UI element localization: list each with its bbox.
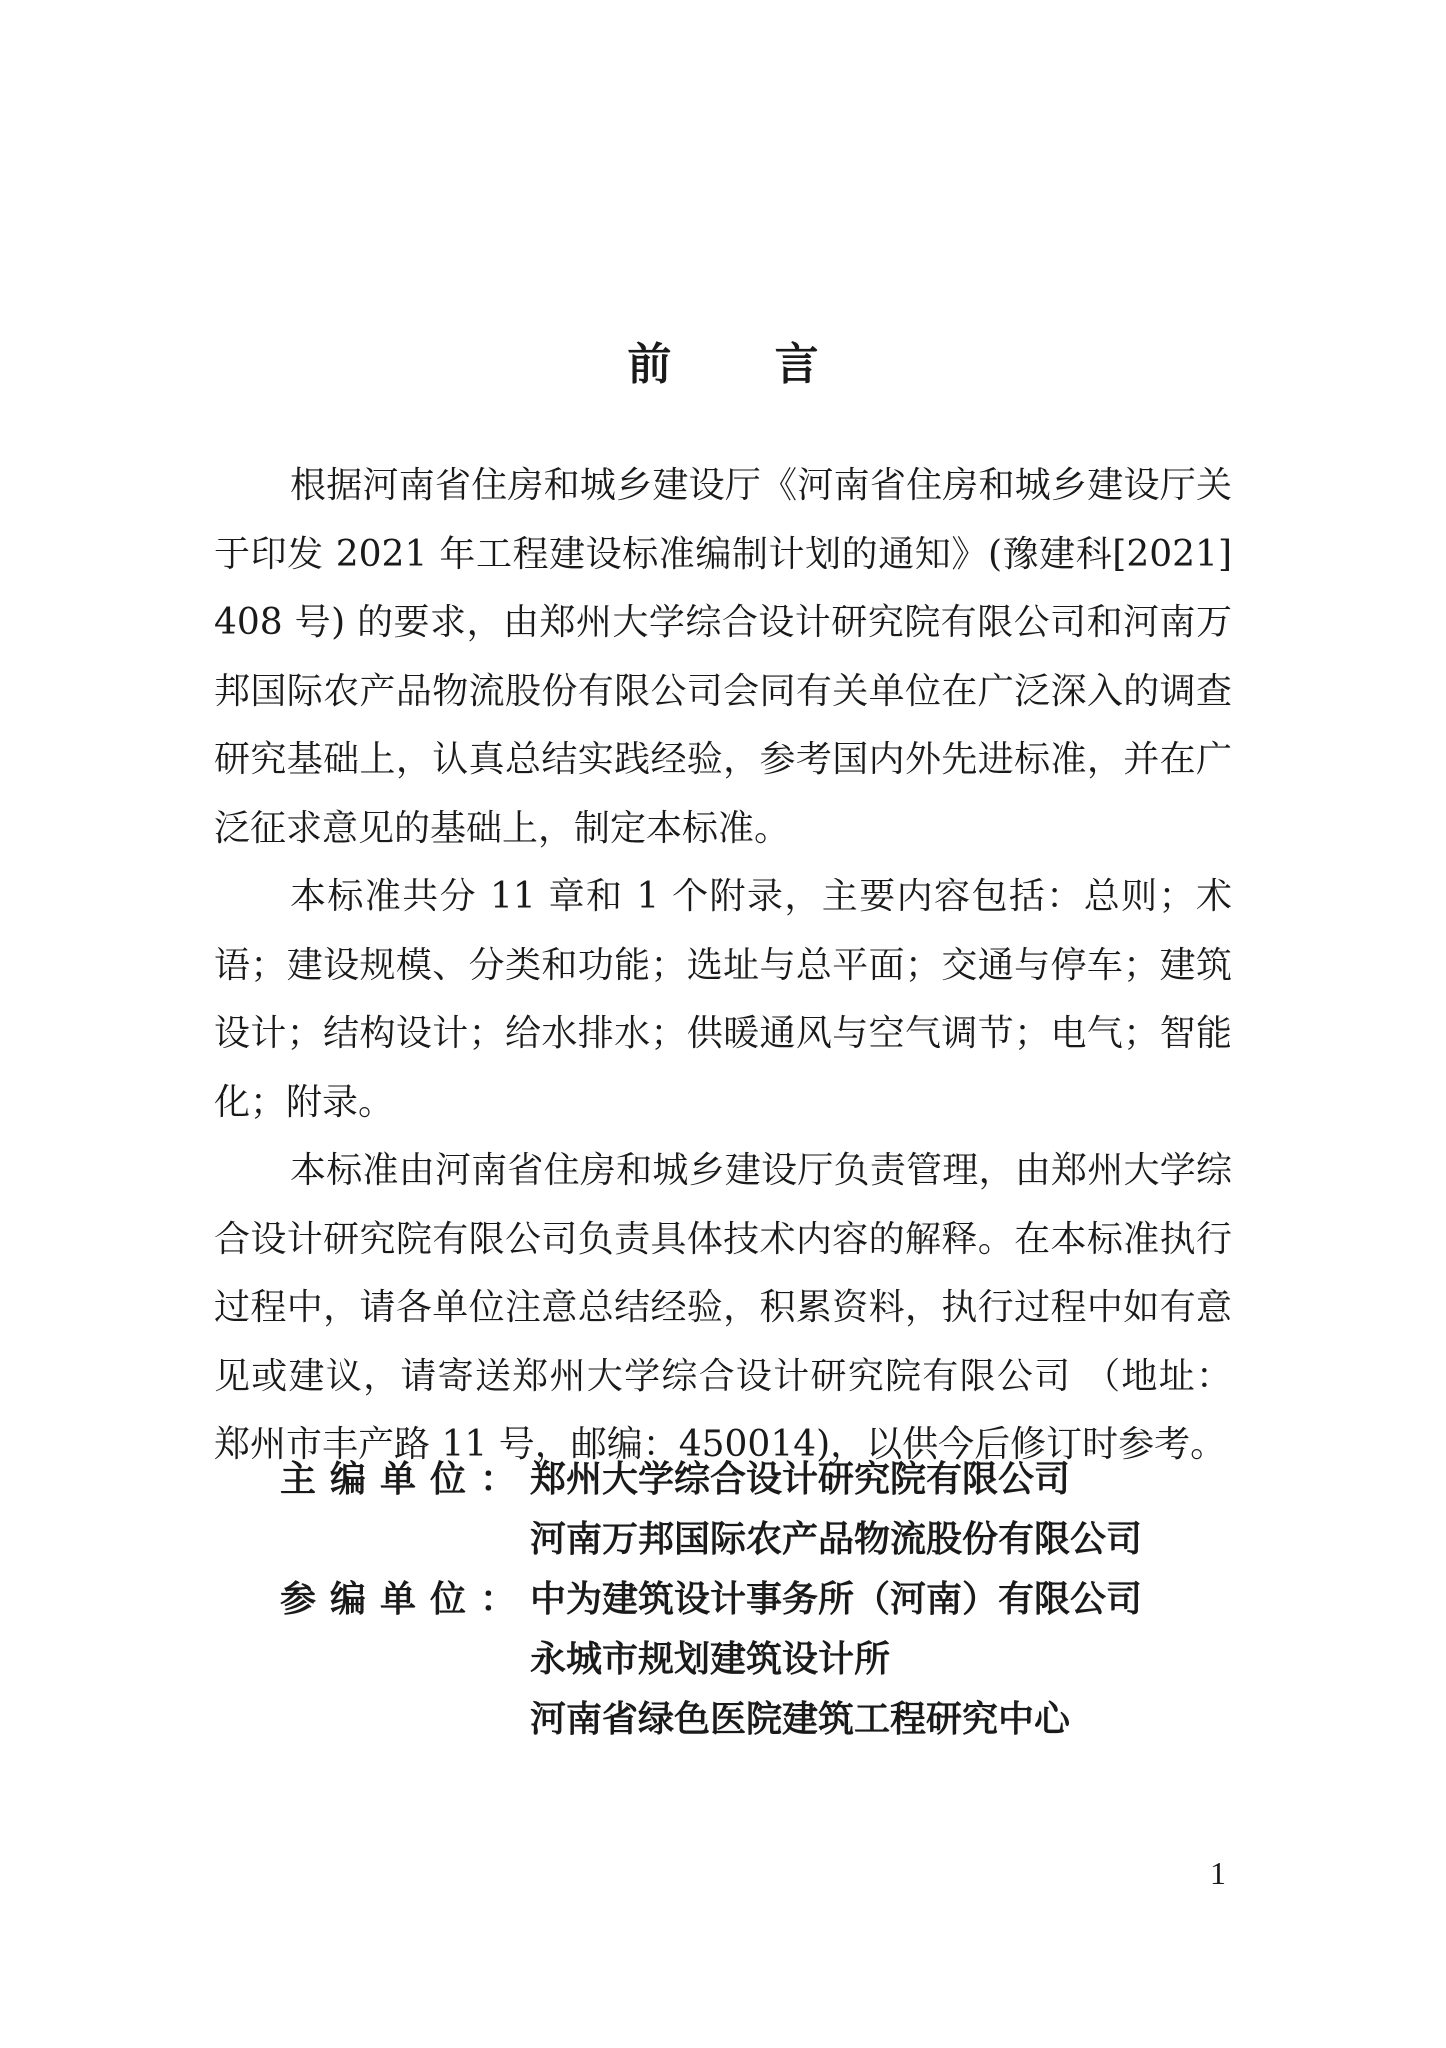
page-title: 前 言 — [627, 339, 863, 390]
participating-unit-name: 中为建筑设计事务所（河南）有限公司 — [530, 1579, 1143, 1620]
paragraph-2: 本标准共分 11 章和 1 个附录，主要内容包括：总则；术语；建设规模、分类和功能；选址与总平面；交通与停车；建筑设计；结构设计；给水排水；供暖通风与空气调节；电气；智能化；附录。 — [214, 876, 1232, 1123]
page-number: 1 — [1210, 1855, 1226, 1891]
chief-units-list — [530, 1450, 1142, 1570]
participating-units-list — [530, 1570, 1142, 1750]
participating-units — [280, 1570, 1142, 1750]
chief-units — [280, 1450, 1142, 1570]
preface-body — [214, 452, 1232, 1480]
participating-unit-name: 河南省绿色医院建筑工程研究中心 — [530, 1699, 1071, 1740]
participating-unit-name: 永城市规划建筑设计所 — [530, 1639, 891, 1680]
chief-units-label: 主编单位： — [280, 1459, 531, 1500]
participating-units-label: 参编单位： — [280, 1579, 531, 1620]
paragraph-1: 根据河南省住房和城乡建设厅《河南省住房和城乡建设厅关于印发 2021 年工程建设标准编制计划的通知》(豫建科[2021] 408 号) 的要求，由郑州大学综合设计研究院有限公司和河南万邦国际农产品物流股份有限公司会同有关单位在广泛深入的调查研究基础上，认真总结实践经验，参考国内外先进标准，并在广泛征求意见的基础上，制定本标准。 — [214, 465, 1232, 849]
chief-unit-name: 郑州大学综合设计研究院有限公司 — [530, 1459, 1071, 1500]
editing-units — [280, 1450, 1142, 1750]
chief-unit-name: 河南万邦国际农产品物流股份有限公司 — [530, 1519, 1143, 1560]
paragraph-3: 本标准由河南省住房和城乡建设厅负责管理，由郑州大学综合设计研究院有限公司负责具体技术内容的解释。在本标准执行过程中，请各单位注意总结经验，积累资料，执行过程中如有意见或建议，请寄送郑州大学综合设计研究院有限公司 （地址：郑州市丰产路 11 号，邮编：450014)，以供今后修订时参考。 — [214, 1150, 1232, 1465]
